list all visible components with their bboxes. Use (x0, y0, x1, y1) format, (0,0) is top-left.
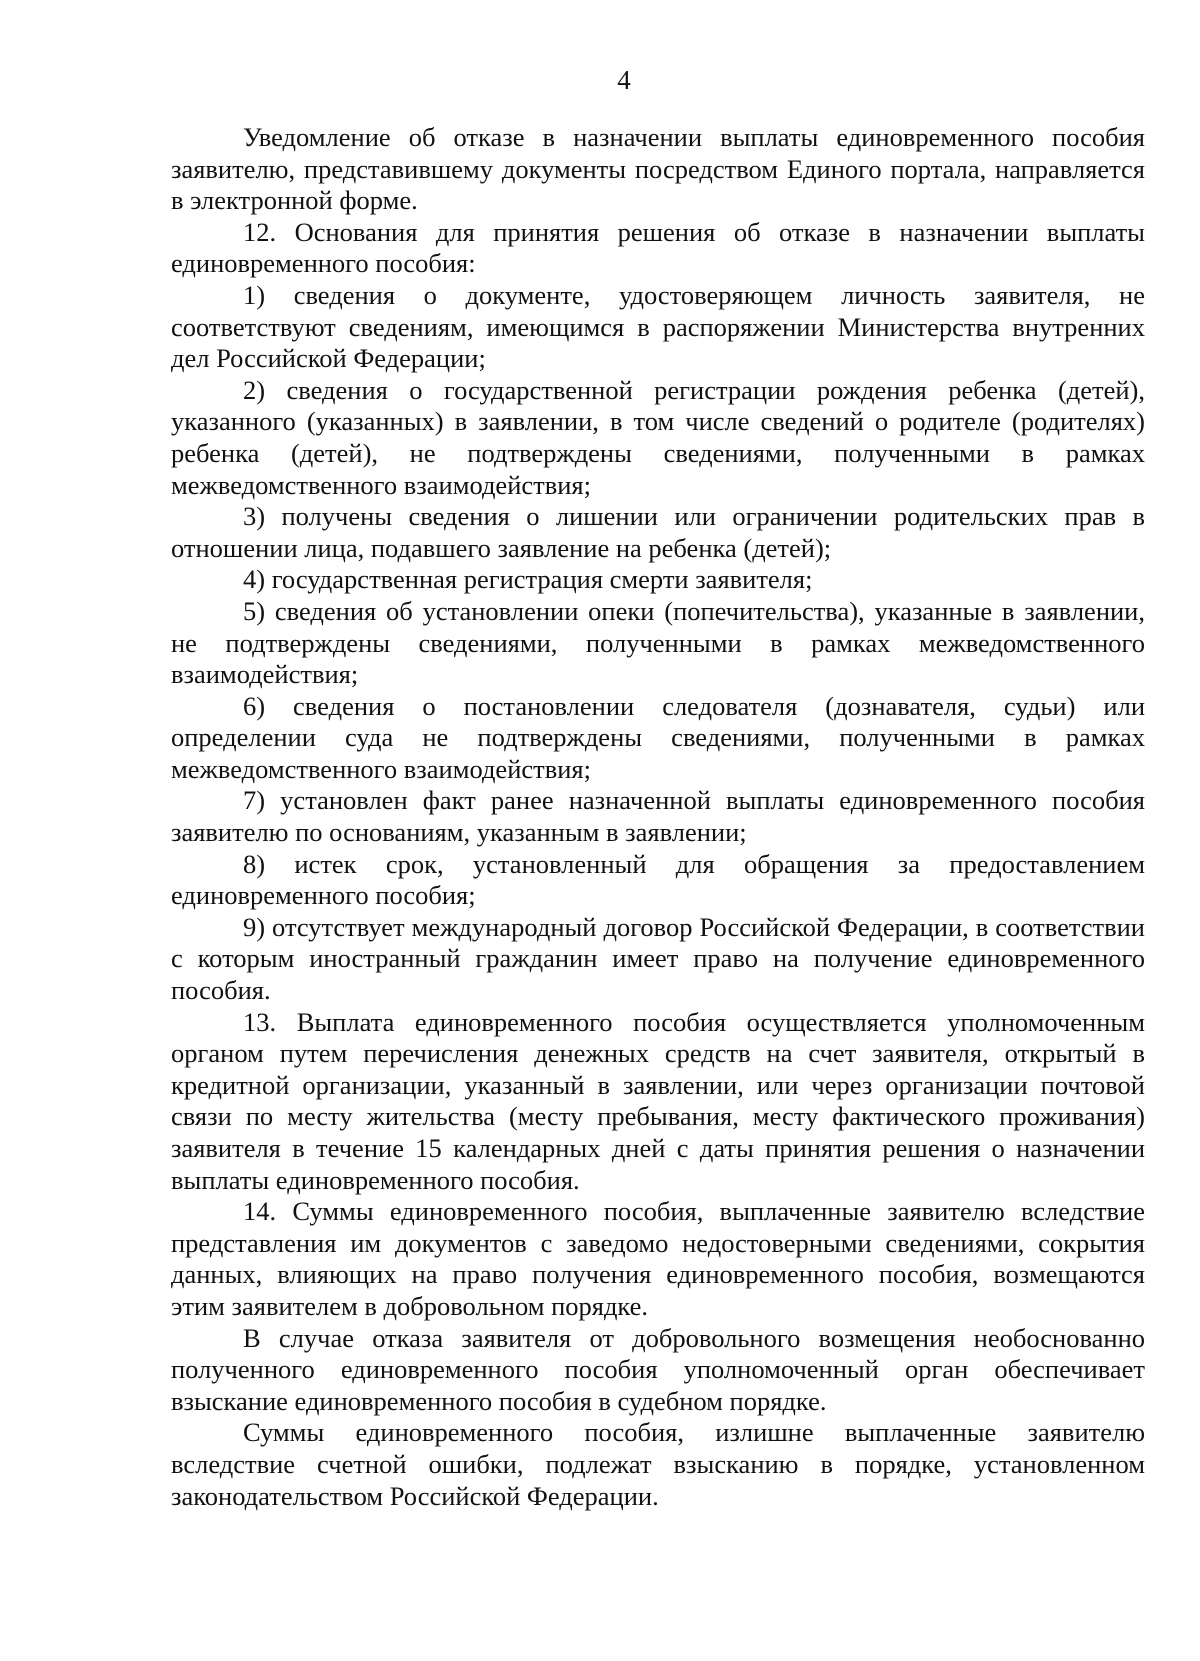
list-item-6: 6) сведения о постановлении следователя (дознавателя, судьи) или определении суда не подтверждены сведениями, полученными в рамках межведомственного взаимодействия; (171, 690, 1145, 784)
paragraph-12-grounds: 12. Основания для принятия решения об отказе в назначении выплаты единовременного пособия: (171, 216, 1145, 279)
list-item-4: 4) государственная регистрация смерти заявителя; (243, 564, 813, 595)
list-item-3: 3) получены сведения о лишении или ограничении родительских прав в отношении лица, подавшего заявление на ребенка (детей); (171, 501, 1145, 563)
paragraph-13-payment: 13. Выплата единовременного пособия осуществляется уполномоченным органом путем перечисления денежных средств на счет заявителя, открытый в кредитной организации, указанный в заявлении, или через организации почтовой связи по месту жительства (месту пребывания, месту фактического проживания) заявителя в течение 15 календарных дней с даты принятия решения о назначении выплаты единовременного пособия. (171, 1006, 1145, 1195)
list-item-9: 9) отсутствует международный договор Российской Федерации, в соответствии с которым иностранный гражданин имеет право на получение единовременного пособия. (171, 911, 1145, 1006)
list-item-1: 1) сведения о документе, удостоверяющем личность заявителя, не соответствуют сведениям, имеющимся в распоряжении Министерства внутренних дел Российской Федерации; (171, 279, 1145, 374)
paragraph-court-recovery: В случае отказа заявителя от добровольного возмещения необоснованно полученного единовременного пособия уполномоченный орган обеспечивает взыскание единовременного пособия в судебном порядке. (171, 1322, 1145, 1416)
paragraph-14-refund: 14. Суммы единовременного пособия, выплаченные заявителю вследствие представления им документов с заведомо недостоверными сведениями, сокрытия данных, влияющих на право получения единовременного пособия, возмещаются этим заявителем в добровольном порядке. (171, 1196, 1145, 1321)
page-number: 4 (617, 65, 631, 95)
paragraph-refusal-notice: Уведомление об отказе в назначении выплаты единовременного пособия заявителю, представившему документы посредством Единого портала, направляется в электронной форме. (171, 122, 1145, 216)
list-item-5: 5) сведения об установлении опеки (попечительства), указанные в заявлении, не подтверждены сведениями, полученными в рамках межведомственного взаимодействия; (171, 595, 1145, 690)
paragraph-overpayment: Суммы единовременного пособия, излишне выплаченные заявителю вследствие счетной ошибки, подлежат взысканию в порядке, установленном законодательством Российской Федерации. (171, 1417, 1145, 1511)
list-item-2: 2) сведения о государственной регистрации рождения ребенка (детей), указанного (указанных) в заявлении, в том числе сведений о родителе (родителях) ребенка (детей), не подтверждены сведениями, полученными в рамках межведомственного взаимодействия; (171, 374, 1145, 500)
list-item-8: 8) истек срок, установленный для обращения за предоставлением единовременного пособия; (171, 848, 1145, 911)
document-body (171, 122, 1145, 1512)
list-item-7: 7) установлен факт ранее назначенной выплаты единовременного пособия заявителю по основаниям, указанным в заявлении; (171, 785, 1145, 848)
